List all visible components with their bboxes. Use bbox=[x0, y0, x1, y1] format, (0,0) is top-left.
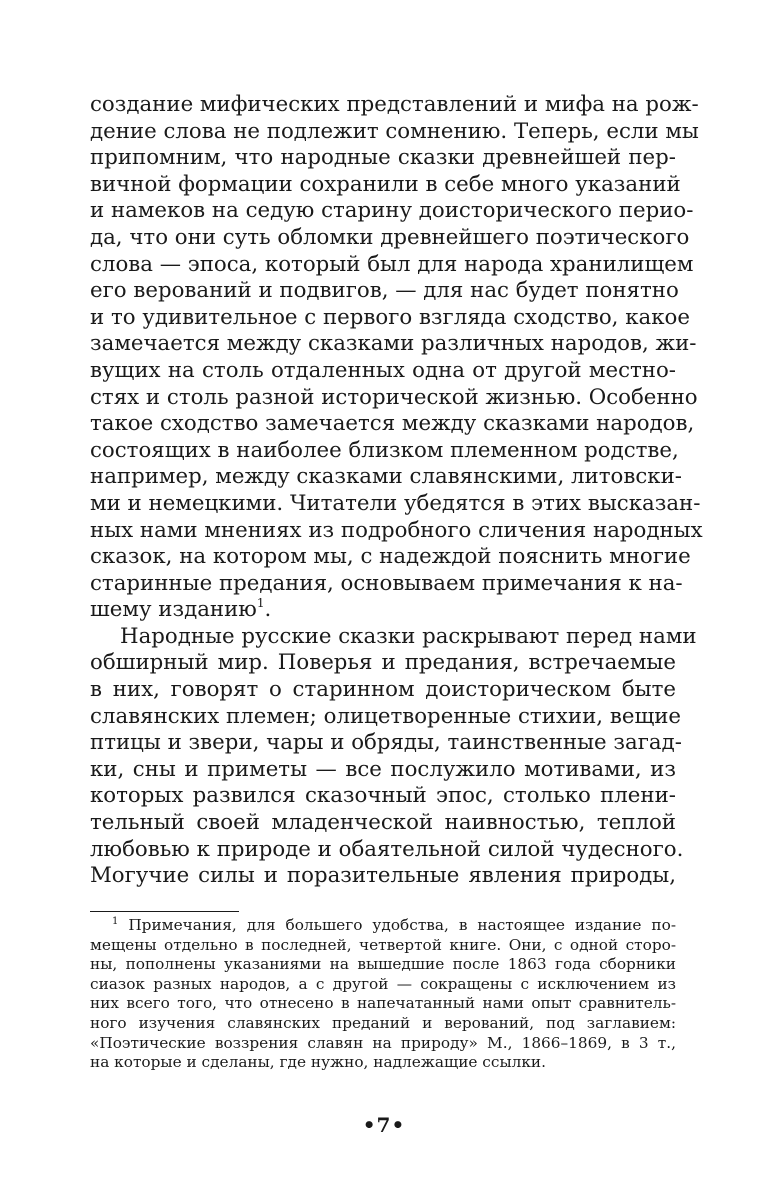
text-line: и то удивительное с первого взгляда сходство, какое bbox=[90, 304, 690, 330]
text-line: вичной формации сохранили в себе много указаний bbox=[90, 171, 681, 197]
text-line: ки, сны и приметы — все послужило мотивами, из bbox=[90, 756, 676, 782]
text-line: Народные русские сказки раскрывают перед нами bbox=[120, 623, 697, 649]
footnote-marker: 1 bbox=[112, 916, 119, 927]
text-line: ми и немецкими. Читатели убедятся в этих высказан- bbox=[90, 490, 701, 516]
footnote-line: них всего того, что отнесено в напечатанный нами опыт сравнитель- bbox=[90, 994, 676, 1013]
text-fragment: шему изданию bbox=[90, 597, 257, 623]
page-number: •7• bbox=[362, 1113, 406, 1137]
text-line: слова — эпоса, который был для народа хранилищем bbox=[90, 251, 694, 277]
text-line: Могучие силы и поразительные явления природы, bbox=[90, 863, 676, 889]
footnote-line: на которые и сделаны, где нужно, надлежащие ссылки. bbox=[90, 1053, 546, 1072]
text-line: дение слова не подлежит сомнению. Теперь, если мы bbox=[90, 118, 699, 144]
text-line: да, что они суть обломки древнейшего поэтического bbox=[90, 224, 690, 250]
footnote-line: мещены отдельно в последней, четвертой книге. Они, с одной сторо- bbox=[90, 935, 676, 954]
paragraph-2 bbox=[90, 623, 697, 890]
footnote-line: «Поэтические воззрения славян на природу» М., 1866–1869, в 3 т., bbox=[90, 1033, 676, 1052]
text-line: обширный мир. Поверья и предания, встречаемые bbox=[90, 650, 676, 676]
text-line: любовью к природе и обаятельной силой чудесного. bbox=[90, 836, 684, 862]
footnote-reference[interactable]: 1 bbox=[256, 596, 265, 611]
footnote-text: Примечания, для большего удобства, в настоящее издание по- bbox=[128, 916, 676, 934]
text-line: ных нами мнениях из подробного сличения народных bbox=[90, 517, 703, 543]
footnote-line: ны, пополнены указаниями на вышедшие после 1863 года сборники bbox=[90, 955, 676, 974]
text-line: славянских племен; олицетворенные стихии, вещие bbox=[90, 703, 682, 729]
footnote-line: ного изучения славянских преданий и верований, под заглавием: bbox=[90, 1013, 676, 1032]
footnote bbox=[90, 916, 676, 1073]
text-fragment: . bbox=[264, 597, 272, 623]
text-line: создание мифических представлений и мифа на рож- bbox=[90, 92, 699, 117]
text-line-last bbox=[90, 597, 676, 624]
text-line: состоящих в наиболее близком племенном родстве, bbox=[90, 437, 679, 463]
text-line: замечается между сказками различных народов, жи- bbox=[90, 331, 697, 357]
footnote-line bbox=[90, 916, 676, 936]
text-line: вущих на столь отдаленных одна от другой местно- bbox=[90, 357, 676, 383]
text-line: старинные предания, основываем примечания к на- bbox=[90, 570, 683, 596]
text-line: в них, говорят о старинном доисторическом быте bbox=[90, 677, 676, 703]
text-line: и намеков на седую старину доисторического перио- bbox=[90, 198, 694, 224]
footnote-line: сиазок разных народов, а с другой — сокращены с исключением из bbox=[90, 974, 676, 993]
text-line: например, между сказками славянскими, литовски- bbox=[90, 464, 682, 490]
text-line: сказок, на котором мы, с надеждой пояснить многие bbox=[90, 544, 691, 570]
text-line: тельный своей младенческой наивностью, теплой bbox=[90, 810, 676, 836]
text-line: которых развился сказочный эпос, столько плени- bbox=[90, 783, 676, 809]
main-text bbox=[90, 92, 703, 890]
text-line: птицы и звери, чары и обряды, таинственные загад- bbox=[90, 730, 682, 756]
text-line: стях и столь разной исторической жизнью. Особенно bbox=[90, 384, 698, 410]
text-line: припомним, что народные сказки древнейшей пер- bbox=[90, 145, 676, 171]
text-line: его верований и подвигов, — для нас будет понятно bbox=[90, 278, 679, 304]
text-line: такое сходство замечается между сказками народов, bbox=[90, 411, 695, 437]
paragraph-1 bbox=[90, 92, 703, 624]
footnote-divider bbox=[90, 911, 239, 912]
